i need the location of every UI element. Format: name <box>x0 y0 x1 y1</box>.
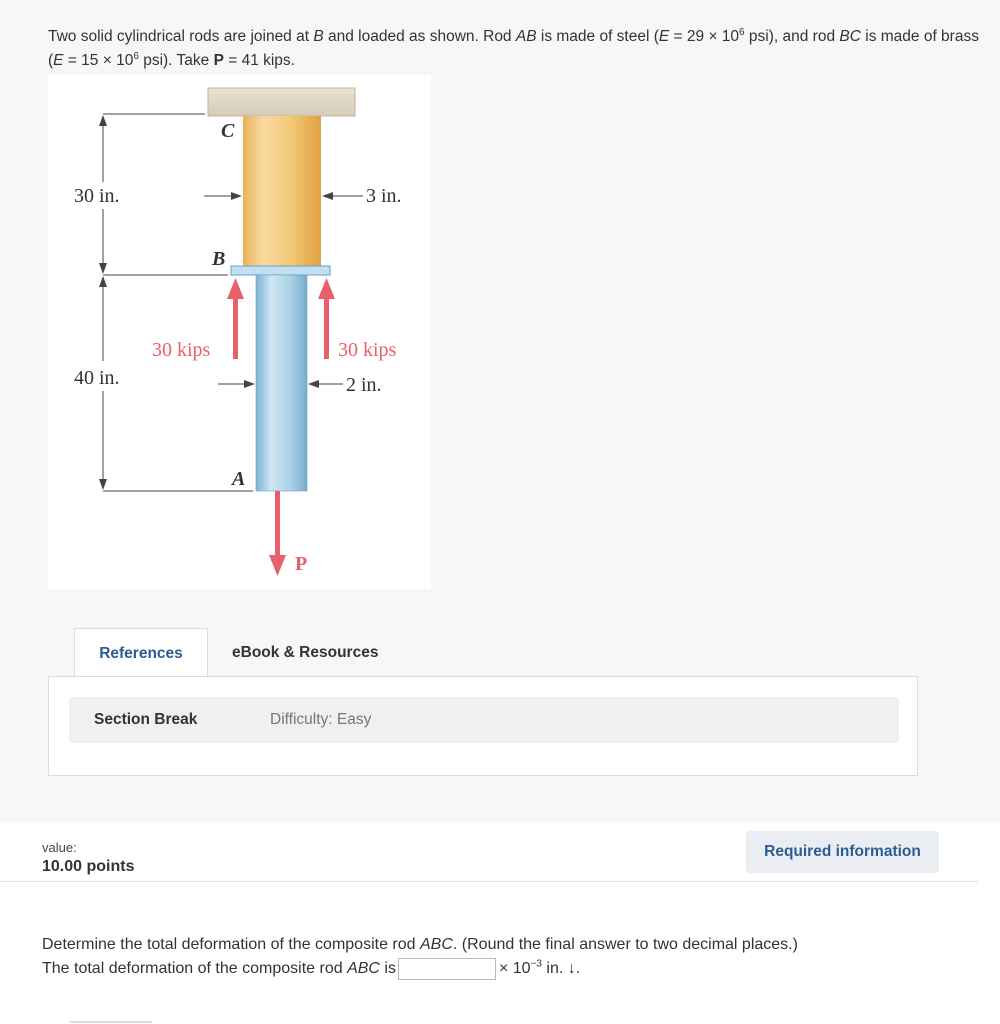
problem-statement: Two solid cylindrical rods are joined at B and loaded as shown. Rod AB is made of steel ($E = 29 \times 10^6$ psi), and rod BC is made of brass ($E = 15 \times 10^6$ psi). Take P = 41 kips. <box>48 26 979 69</box>
question-line-2: The total deformation of the composite rod ABC is × $10^{-3}$ in. ↓. <box>42 957 982 981</box>
label-b: B <box>212 248 226 270</box>
load-right-label: 30 kips <box>338 339 397 361</box>
rod-diagram <box>48 75 431 589</box>
bottom-divider-stub <box>70 1021 152 1023</box>
joint-plate-b <box>231 266 330 275</box>
load-left-label: 30 kips <box>152 339 211 361</box>
load-arrow-right <box>324 297 329 359</box>
difficulty-label: Difficulty: Easy <box>270 711 372 728</box>
load-arrow-p <box>275 491 280 557</box>
answer-unit: × $10^{-3}$ in. ↓. <box>498 958 581 977</box>
ceiling-support <box>208 88 355 116</box>
required-information-button[interactable]: Required information <box>746 831 939 873</box>
steel-rod-ab <box>256 275 307 491</box>
value-label: value: <box>42 840 77 855</box>
question-line-1: Determine the total deformation of the composite rod ABC. (Round the final answer to two decimal places.) <box>42 936 798 953</box>
dim-40in: 40 in. <box>74 367 120 389</box>
load-arrow-left <box>233 297 238 359</box>
tab-references[interactable]: References <box>74 628 208 677</box>
section-break-label: Section Break <box>94 711 198 728</box>
question-text <box>42 933 982 981</box>
tab-ebook-resources[interactable]: eBook & Resources <box>232 644 379 661</box>
reference-panel <box>48 676 918 776</box>
brass-rod-bc <box>243 116 321 266</box>
section-break-bar <box>69 697 899 743</box>
label-a: A <box>232 468 246 490</box>
label-c: C <box>221 120 235 142</box>
dim-30in: 30 in. <box>74 185 120 207</box>
rod-figure <box>48 75 431 589</box>
answer-input[interactable] <box>398 958 496 980</box>
dim-3in: 3 in. <box>366 185 402 207</box>
value-points: 10.00 points <box>42 858 135 875</box>
divider <box>0 881 978 882</box>
label-p: P <box>295 553 308 575</box>
dim-2in: 2 in. <box>346 374 382 396</box>
